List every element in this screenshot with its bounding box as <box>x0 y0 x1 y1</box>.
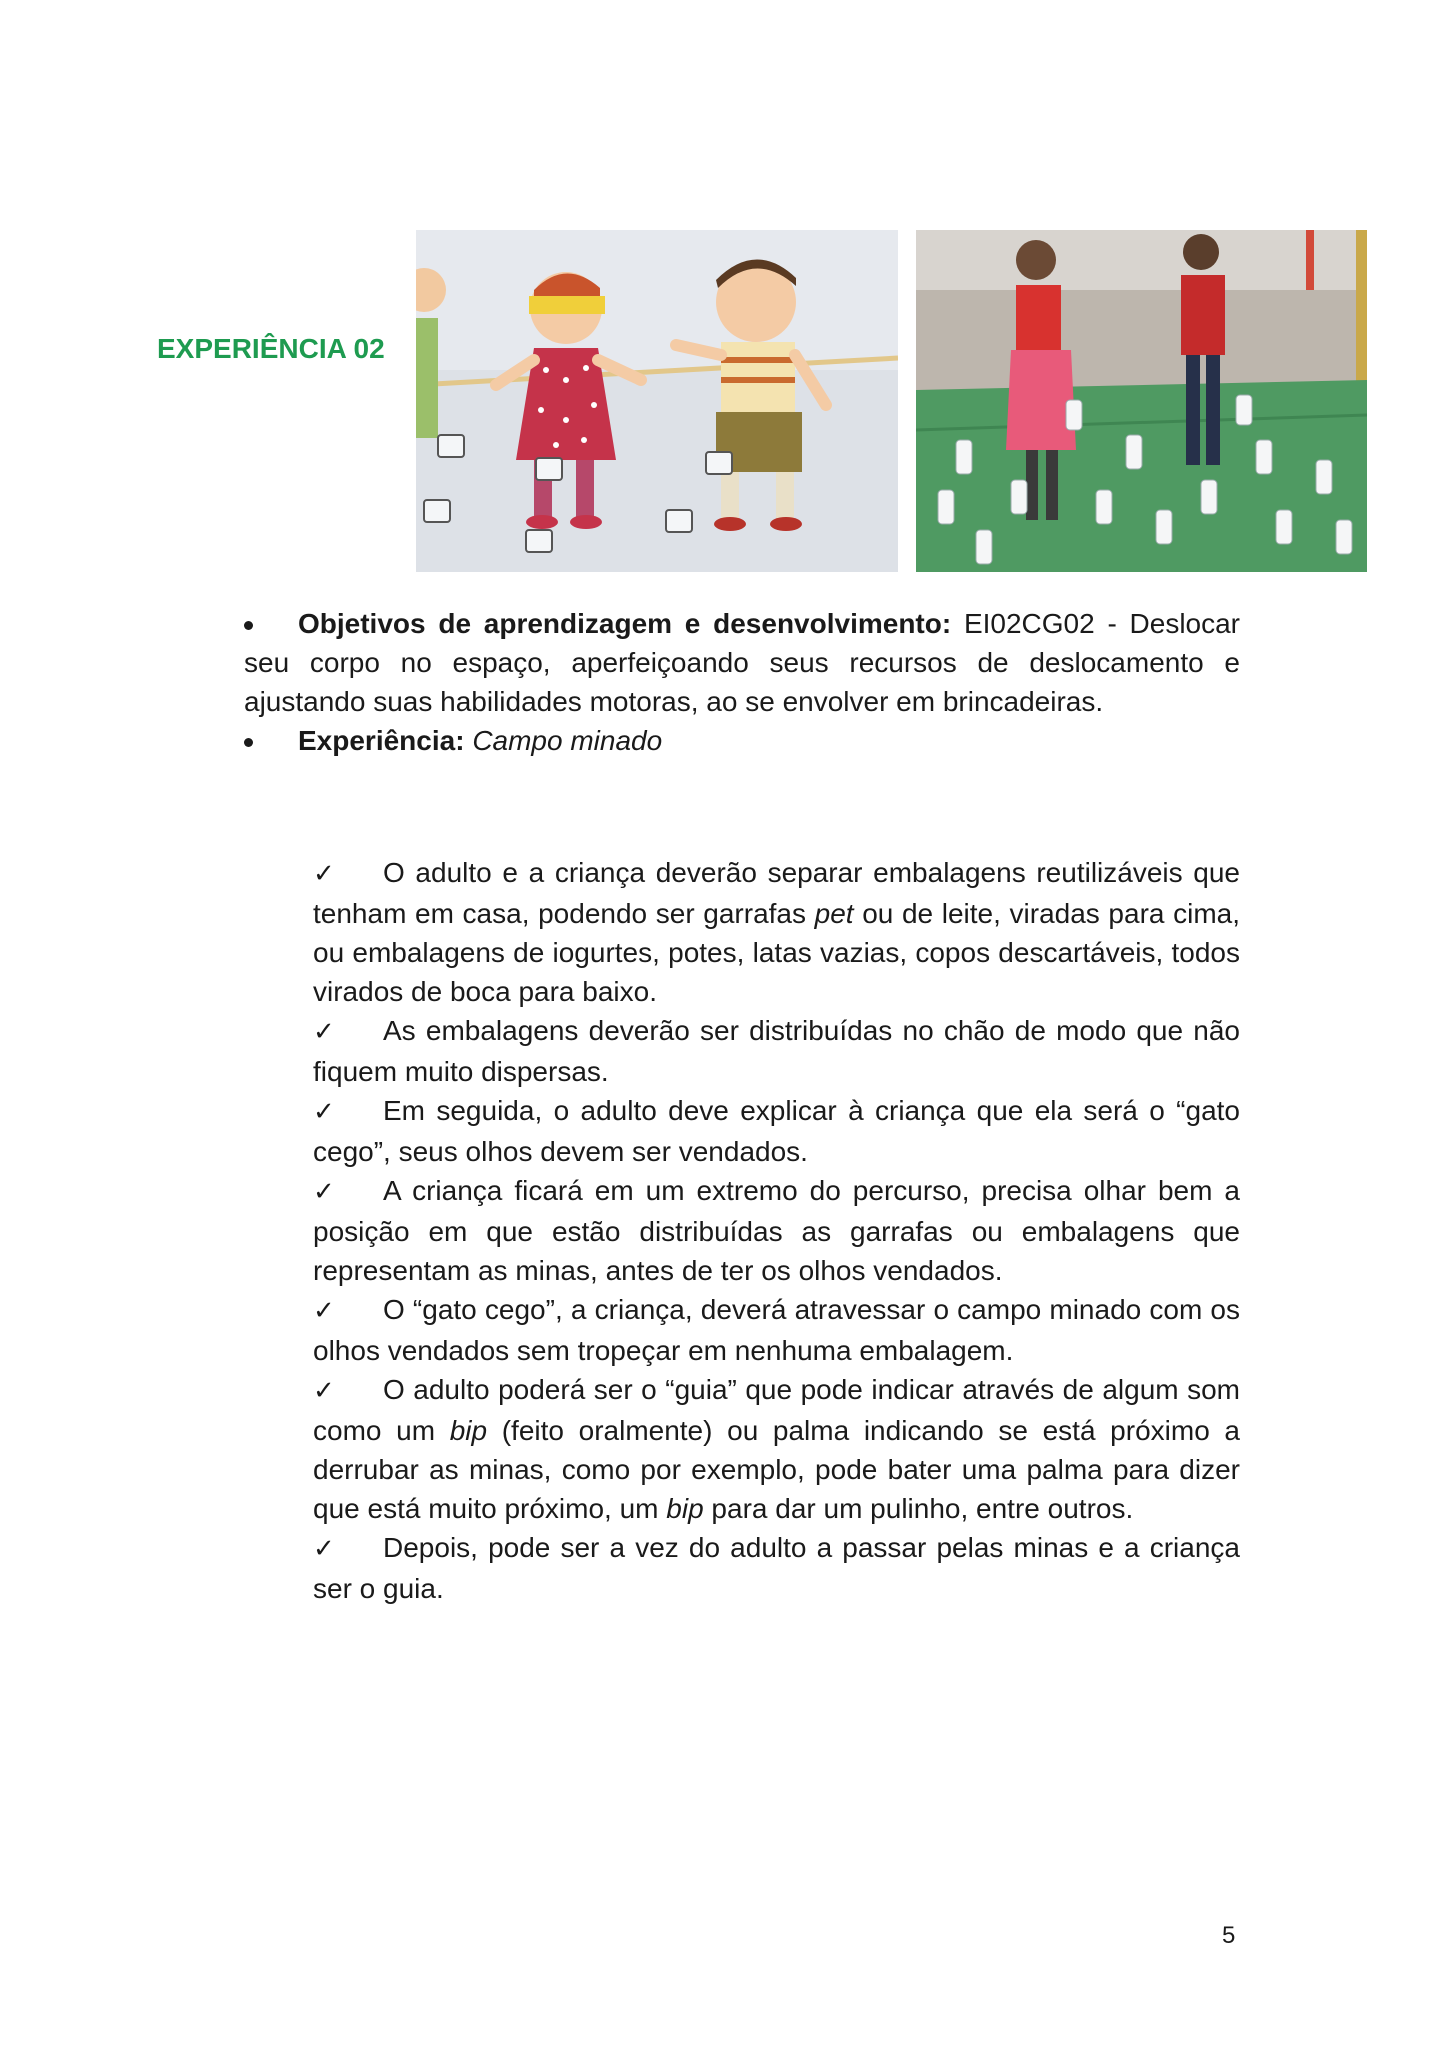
illustration-image <box>416 230 898 572</box>
section-heading: EXPERIÊNCIA 02 <box>157 333 385 364</box>
checkmark-icon: ✓ <box>313 1376 335 1406</box>
step-text: O “gato cego”, a criança, deverá atravessar o campo minado com os olhos vendados sem tropeçar em nenhuma embalagem. <box>313 1294 1240 1366</box>
experience-label: Experiência: <box>298 725 465 756</box>
step-item <box>313 1011 1240 1091</box>
experience-item <box>244 721 1240 760</box>
step-item <box>313 1091 1240 1171</box>
step-item <box>313 1290 1240 1370</box>
bullet-icon <box>244 621 253 630</box>
objectives-label: Objetivos de aprendizagem e desenvolvimento: <box>298 608 952 639</box>
checkmark-icon: ✓ <box>313 1097 335 1127</box>
step-text: O adulto e a criança deverão separar embalagens reutilizáveis que tenham em casa, podendo ser garrafas <box>313 857 1240 929</box>
checkmark-icon: ✓ <box>313 859 335 889</box>
bullet-icon <box>244 738 253 747</box>
bullet-list <box>244 604 1240 760</box>
experience-title: Campo minado <box>472 725 663 756</box>
step-text: ou de leite, viradas para cima, ou embalagens de iogurtes, potes, latas vazias, copos descartáveis, todos virados de boca para baixo. <box>313 898 1240 1007</box>
objectives-text: EI02CG02 - Deslocar seu corpo no espaço, aperfeiçoando seus recursos de deslocamento e ajustando suas habilidades motoras, ao se envolver em brincadeiras. <box>244 608 1241 717</box>
activity-photo <box>916 230 1367 572</box>
objectives-item <box>244 604 1240 721</box>
step-text: A criança ficará em um extremo do percurso, precisa olhar bem a posição em que estão distribuídas as garrafas ou embalagens que representam as minas, antes de ter os olhos vendados. <box>313 1175 1240 1286</box>
step-text: pet <box>814 898 854 929</box>
step-item <box>313 853 1240 1011</box>
step-item <box>313 1370 1240 1528</box>
checkmark-icon: ✓ <box>313 1177 335 1207</box>
step-text: As embalagens deverão ser distribuídas no chão de modo que não fiquem muito dispersas. <box>313 1015 1240 1087</box>
checkmark-icon: ✓ <box>313 1017 335 1047</box>
step-text: (feito oralmente) ou palma indicando se está próximo a derrubar as minas, como por exemplo, pode bater uma palma para dizer que está muito próximo, um <box>313 1415 1240 1524</box>
step-item <box>313 1171 1240 1290</box>
step-text: O adulto poderá ser o “guia” que pode indicar através de algum som como um <box>313 1374 1240 1446</box>
checkmark-icon: ✓ <box>313 1534 335 1564</box>
step-text: Em seguida, o adulto deve explicar à criança que ela será o “gato cego”, seus olhos devem ser vendados. <box>313 1095 1240 1167</box>
step-text: Depois, pode ser a vez do adulto a passar pelas minas e a criança ser o guia. <box>313 1532 1240 1604</box>
step-text: para dar um pulinho, entre outros. <box>703 1493 1134 1524</box>
step-item <box>313 1528 1240 1608</box>
page-number: 5 <box>1222 1922 1236 1949</box>
steps-list <box>313 853 1240 1608</box>
step-text: bip <box>666 1493 704 1524</box>
step-text: bip <box>449 1415 488 1446</box>
checkmark-icon: ✓ <box>313 1296 335 1326</box>
